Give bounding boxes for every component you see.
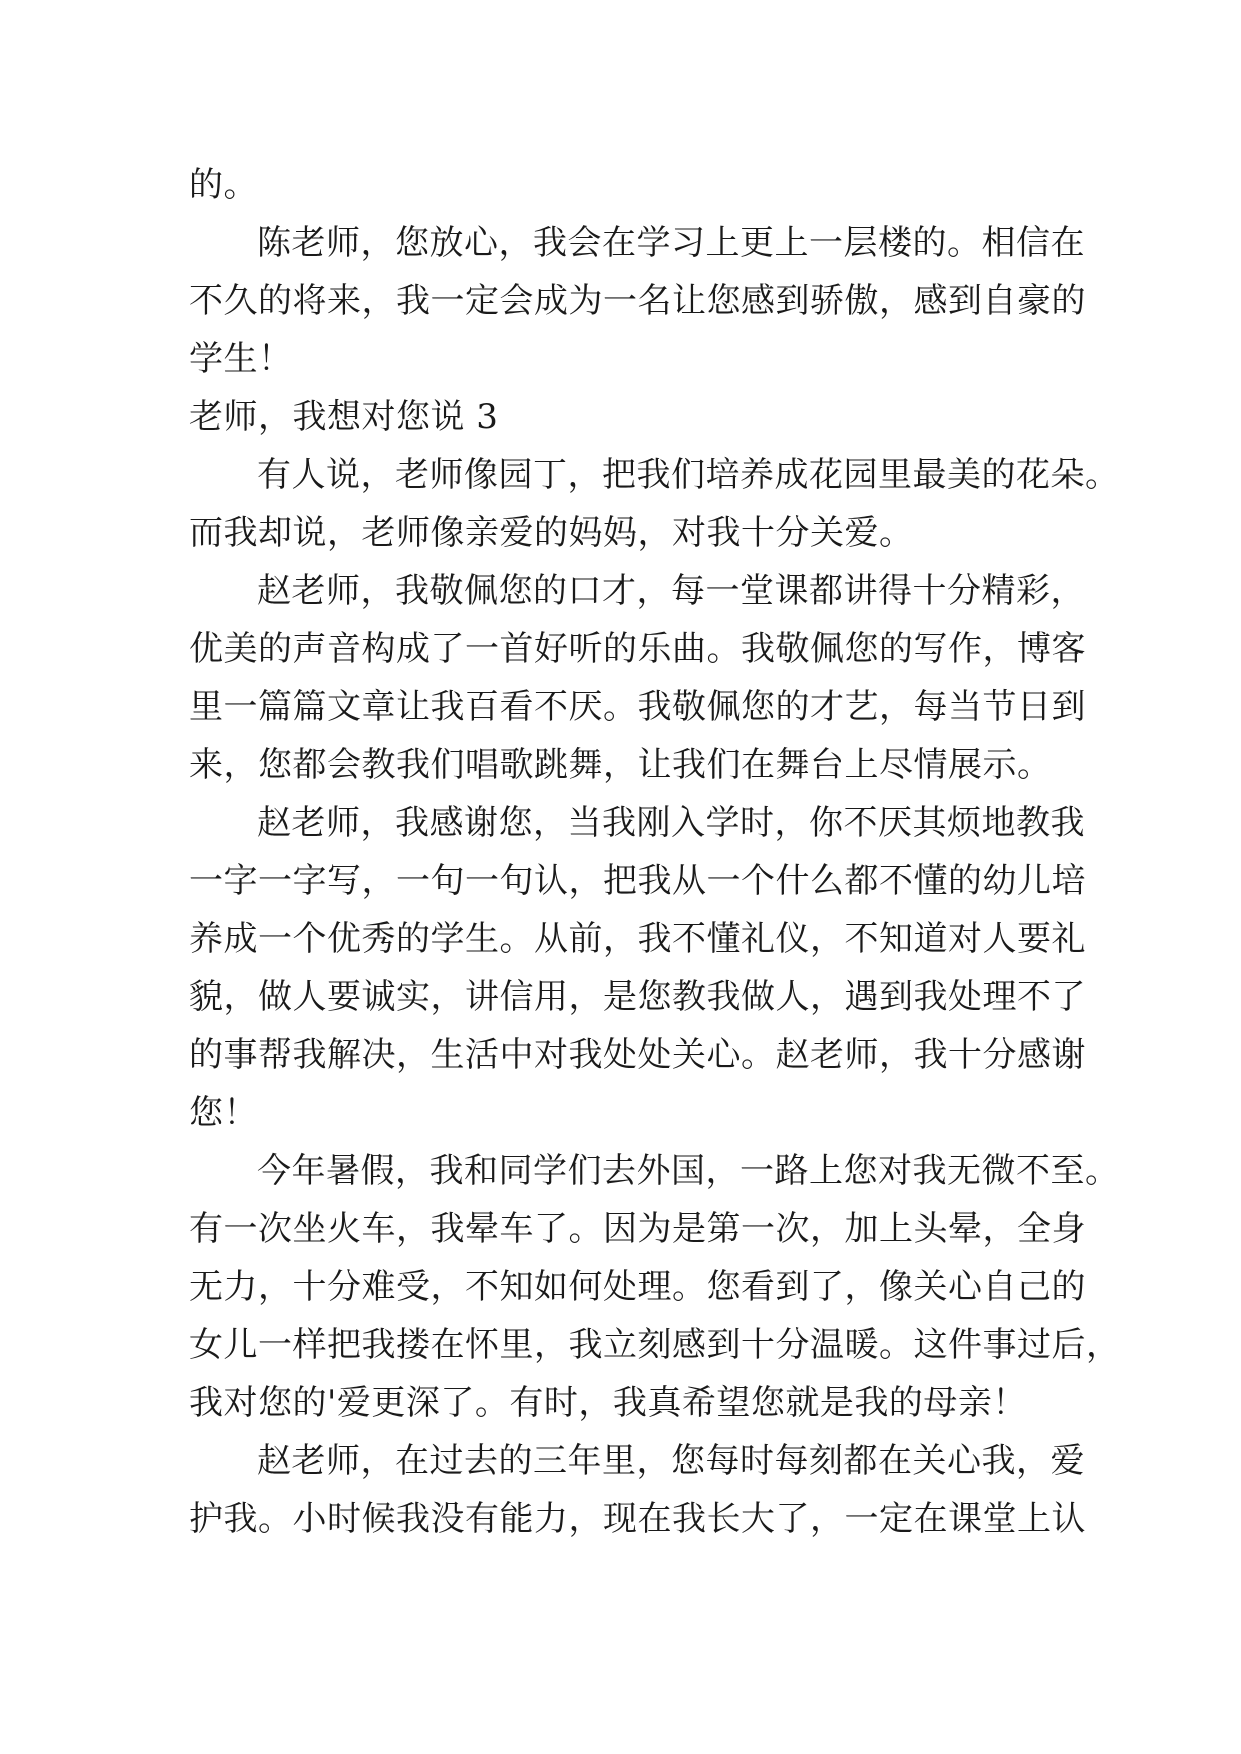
paragraph-start-line: 赵老师，我敬佩您的口才，每一堂课都讲得十分精彩， <box>257 571 1085 611</box>
text-line: 不久的将来，我一定会成为一名让您感到骄傲，感到自豪的 <box>189 281 1086 321</box>
text-line: 学生！ <box>189 339 293 379</box>
text-line: 优美的声音构成了一首好听的乐曲。我敬佩您的写作，博客 <box>189 629 1086 669</box>
text-line: 我对您的'爱更深了。有时，我真希望您就是我的母亲！ <box>189 1383 1027 1423</box>
paragraph-start-line: 赵老师，我感谢您，当我刚入学时，你不厌其烦地教我 <box>257 803 1085 843</box>
paragraph-start-line: 今年暑假，我和同学们去外国，一路上您对我无微不至。 <box>257 1151 1120 1191</box>
paragraph-start-line: 赵老师，在过去的三年里，您每时每刻都在关心我，爱 <box>257 1441 1085 1481</box>
text-line: 养成一个优秀的学生。从前，我不懂礼仪，不知道对人要礼 <box>189 919 1086 959</box>
text-line: 貌，做人要诚实，讲信用，是您教我做人，遇到我处理不了 <box>189 977 1086 1017</box>
text-line: 来，您都会教我们唱歌跳舞，让我们在舞台上尽情展示。 <box>189 745 1052 785</box>
text-line: 而我却说，老师像亲爱的妈妈，对我十分关爱。 <box>189 513 914 553</box>
text-line: 您！ <box>189 1093 258 1133</box>
text-line: 无力，十分难受，不知如何处理。您看到了，像关心自己的 <box>189 1267 1086 1307</box>
section-heading: 老师，我想对您说 3 <box>189 397 499 437</box>
text-line: 有一次坐火车，我晕车了。因为是第一次，加上头晕，全身 <box>189 1209 1086 1249</box>
paragraph-start-line: 有人说，老师像园丁，把我们培养成花园里最美的花朵。 <box>257 455 1120 495</box>
text-line: 的事帮我解决，生活中对我处处关心。赵老师，我十分感谢 <box>189 1035 1086 1075</box>
text-line: 一字一字写，一句一句认，把我从一个什么都不懂的幼儿培 <box>189 861 1086 901</box>
text-line: 护我。小时候我没有能力，现在我长大了，一定在课堂上认 <box>189 1499 1086 1539</box>
paragraph-start-line: 陈老师，您放心，我会在学习上更上一层楼的。相信在 <box>257 223 1085 263</box>
text-line: 里一篇篇文章让我百看不厌。我敬佩您的才艺，每当节日到 <box>189 687 1086 727</box>
text-line: 的。 <box>189 165 258 205</box>
text-line: 女儿一样把我搂在怀里，我立刻感到十分温暖。这件事过后， <box>189 1325 1121 1365</box>
